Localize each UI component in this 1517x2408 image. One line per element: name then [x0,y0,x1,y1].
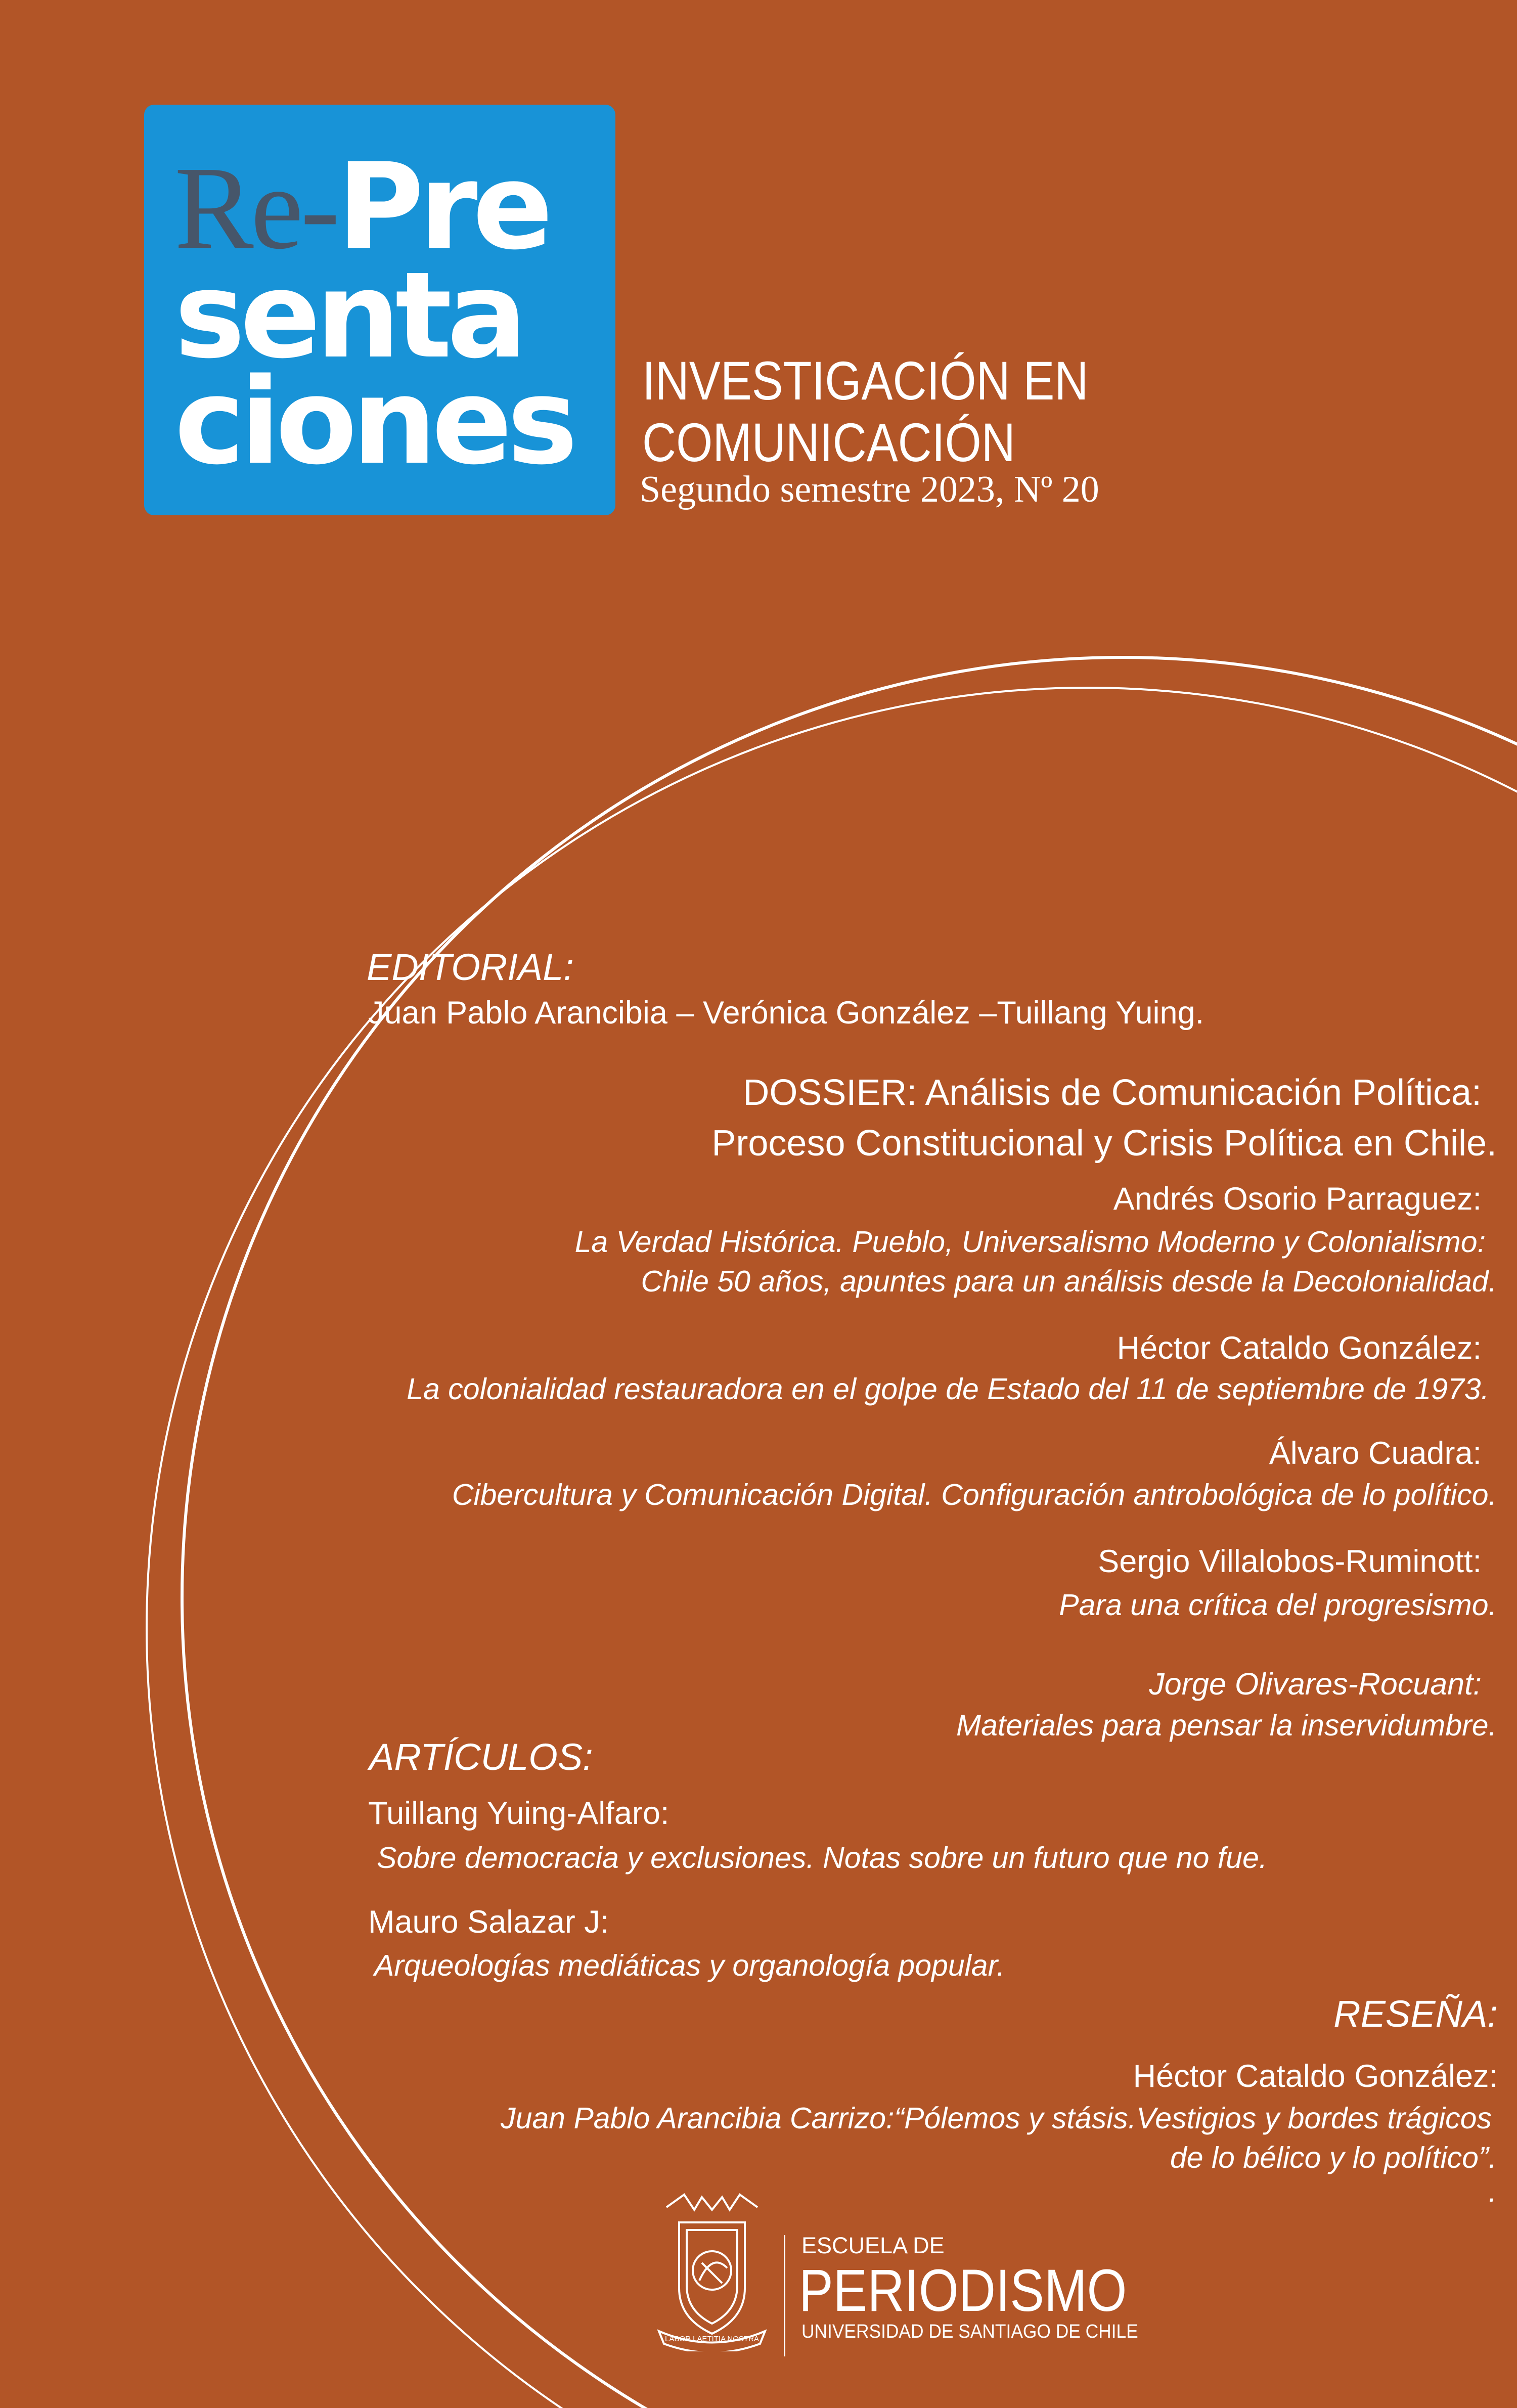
logo-pre: Pre [337,138,548,276]
dossier-author: Álvaro Cuadra: [1269,1436,1482,1471]
articulos-title: Arqueologías mediáticas y organología popular. [374,1949,1005,1982]
dossier-title-line: Cibercultura y Comunicación Digital. Configuración antrobológica de lo político. [452,1478,1497,1511]
dossier-title-line: Para una crítica del progresismo. [1059,1588,1497,1622]
footer-divider [784,2235,785,2356]
resena-trailing: . [1488,2175,1497,2208]
articulos-author: Tuillang Yuing-Alfaro: [368,1796,670,1831]
resena-title-line: de lo bélico y lo político”. [1170,2141,1497,2174]
resena-author: Héctor Cataldo González: [1133,2059,1498,2094]
articulos-author: Mauro Salazar J: [368,1904,609,1940]
resena-heading: RESEÑA: [1333,1993,1498,2035]
dossier-title-line: Chile 50 años, apuntes para un análisis desde la Decolonialidad. [641,1265,1497,1298]
seal-motto: LABOR LAETITIA NOSTRA [665,2335,759,2343]
university-name: UNIVERSIDAD DE SANTIAGO DE CHILE [801,2321,1138,2342]
dossier-author: Sergio Villalobos-Ruminott: [1098,1544,1482,1579]
dossier-heading-line-1: DOSSIER: Análisis de Comunicación Política: [743,1073,1482,1113]
logo-line-2: senta [174,247,522,385]
journal-subtitle-line-1: INVESTIGACIÓN EN [642,350,1089,411]
dossier-title-line: La Verdad Histórica. Pueblo, Universalismo Moderno y Colonialismo: [574,1225,1486,1259]
dossier-author: Héctor Cataldo González: [1117,1330,1482,1366]
dossier-title-line: Materiales para pensar la inservidumbre. [956,1709,1497,1742]
dossier-heading-line-2: Proceso Constitucional y Crisis Política en Chile. [711,1123,1497,1164]
logo-re: Re- [174,142,337,274]
dossier-title-line: La colonialidad restauradora en el golpe de Estado del 11 de septiembre de 1973. [407,1372,1489,1406]
editorial-heading: EDITORIAL: [367,946,574,988]
resena-title-line: Juan Pablo Arancibia Carrizo:“Pólemos y stásis.Vestigios y bordes trágicos [501,2102,1492,2135]
university-seal-icon [656,2187,768,2351]
issue-info: Segundo semestre 2023, Nº 20 [640,469,1099,510]
editorial-authors: Juan Pablo Arancibia – Verónica González –Tuillang Yuing. [368,995,1204,1031]
school-name: PERIODISMO [799,2257,1127,2324]
dossier-author: Andrés Osorio Parraguez: [1113,1181,1482,1217]
journal-logo [144,105,615,515]
articulos-heading: ARTÍCULOS: [369,1736,593,1778]
dossier-author: Jorge Olivares-Rocuant: [1149,1667,1482,1701]
journal-subtitle-line-2: COMUNICACIÓN [642,412,1015,473]
school-label: ESCUELA DE [801,2233,945,2258]
articulos-title: Sobre democracia y exclusiones. Notas sobre un futuro que no fue. [377,1841,1268,1875]
logo-line-3: ciones [174,353,573,491]
